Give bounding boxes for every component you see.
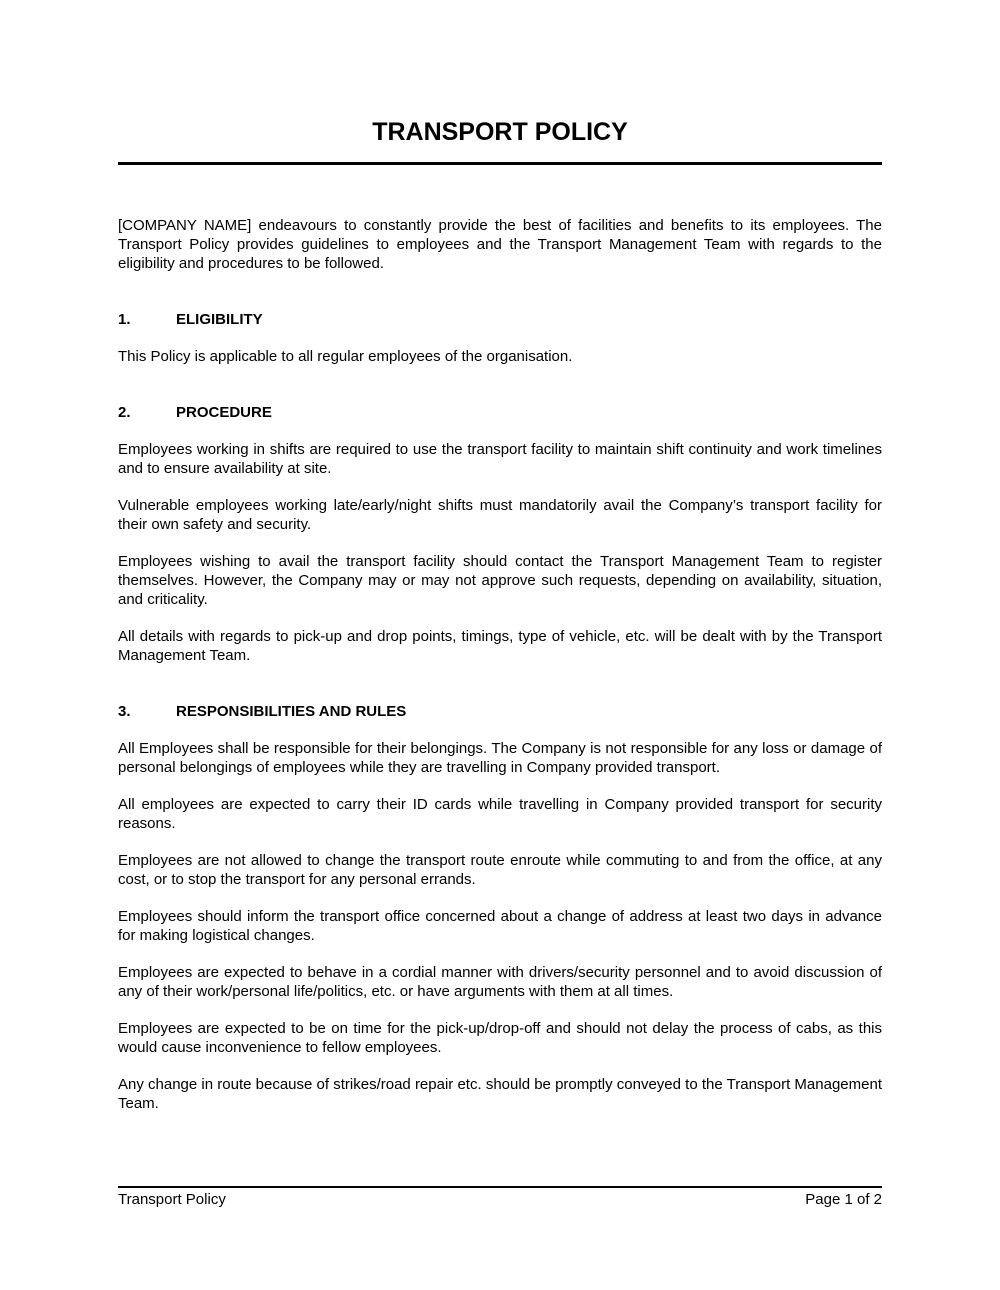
section-heading-responsibilities — [118, 702, 882, 721]
section-paragraph: All Employees shall be responsible for their belongings. The Company is not responsible for any loss or damage of personal belongings of employees while they are travelling in Company provided transport. — [118, 740, 882, 776]
section-paragraph: Employees should inform the transport office concerned about a change of address at least two days in advance for making logistical changes. — [118, 908, 882, 944]
section-number: 3. — [118, 703, 131, 720]
document-title: TRANSPORT POLICY — [372, 118, 628, 146]
section-paragraph: Employees are not allowed to change the transport route enroute while commuting to and from the office, at any cost, or to stop the transport for any personal errands. — [118, 852, 882, 888]
section-heading-procedure — [118, 403, 882, 422]
page-footer — [118, 1190, 882, 1209]
section-number: 2. — [118, 404, 131, 421]
section-paragraph: Employees working in shifts are required to use the transport facility to maintain shift continuity and work timelines and to ensure availability at site. — [118, 441, 882, 477]
document-body — [118, 216, 882, 1131]
section-paragraph: Employees are expected to be on time for the pick-up/drop-off and should not delay the process of cabs, as this would cause inconvenience to fellow employees. — [118, 1020, 882, 1056]
document-page — [118, 0, 882, 1290]
section-title: ELIGIBILITY — [176, 311, 263, 328]
section-paragraph: Employees wishing to avail the transport facility should contact the Transport Management Team to register themselves. However, the Company may or may not approve such requests, depending on availability, situation, and criticality. — [118, 553, 882, 608]
section-paragraph: All employees are expected to carry their ID cards while travelling in Company provided transport for security reasons. — [118, 796, 882, 832]
footer-document-name: Transport Policy — [118, 1191, 226, 1208]
footer-divider — [118, 1186, 882, 1188]
section-title: RESPONSIBILITIES AND RULES — [176, 703, 407, 720]
intro-paragraph: [COMPANY NAME] endeavours to constantly provide the best of facilities and benefits to its employees. The Transport Policy provides guidelines to employees and the Transport Management Team with regards to the eligibility and procedures to be followed. — [118, 217, 882, 272]
section-number: 1. — [118, 311, 131, 328]
section-paragraph: Employees are expected to behave in a cordial manner with drivers/security personnel and to avoid discussion of any of their work/personal life/politics, etc. or have arguments with them at all times. — [118, 964, 882, 1000]
section-paragraph: All details with regards to pick-up and drop points, timings, type of vehicle, etc. will be dealt with by the Transport Management Team. — [118, 628, 882, 664]
section-paragraph: Vulnerable employees working late/early/night shifts must mandatorily avail the Company’s transport facility for their own safety and security. — [118, 497, 882, 533]
footer-page-number: Page 1 of 2 — [805, 1191, 882, 1208]
section-title: PROCEDURE — [176, 404, 272, 421]
title-divider — [118, 162, 882, 165]
section-paragraph: This Policy is applicable to all regular employees of the organisation. — [118, 348, 573, 365]
section-paragraph: Any change in route because of strikes/road repair etc. should be promptly conveyed to the Transport Management Team. — [118, 1076, 882, 1112]
section-heading-eligibility — [118, 310, 882, 329]
